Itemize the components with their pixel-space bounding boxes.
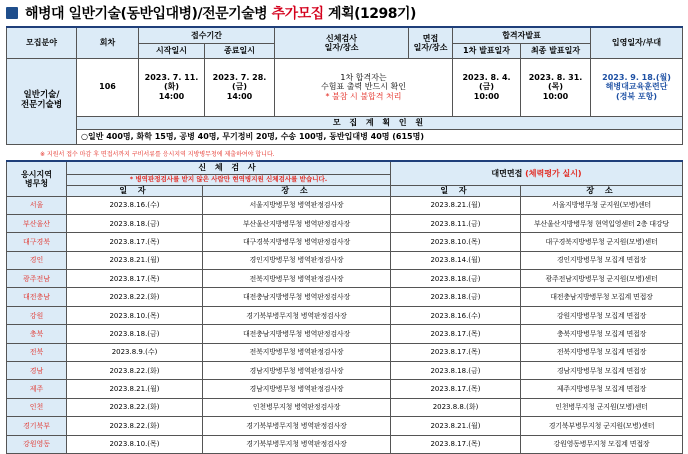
interview-place-cell: 경남지방병무청 모집계 면접장 bbox=[521, 362, 683, 380]
header-physical: 신체검사 일자/장소 bbox=[275, 27, 409, 58]
interview-place-cell: 인천병무지청 군지원(모병)센터 bbox=[521, 398, 683, 416]
physical-date-cell: 2023.8.18.(금) bbox=[67, 214, 203, 232]
region-cell: 인천 bbox=[7, 398, 67, 416]
table-row bbox=[7, 362, 683, 380]
table-row bbox=[7, 343, 683, 361]
plan-title: 모 집 계 획 인 원 bbox=[77, 116, 683, 129]
interview-date-cell: 2023.8.18.(금) bbox=[391, 362, 521, 380]
header-interview: 면접 일자/장소 bbox=[409, 27, 453, 58]
physical-place-cell: 경기북부병무지청 병역판정검사장 bbox=[203, 435, 391, 453]
header-result-first: 1차 발표일자 bbox=[453, 43, 521, 58]
physical-place-cell: 전북지방병무청 병역판정검사장 bbox=[203, 270, 391, 288]
end-cell: 2023. 7. 28.(금) 14:00 bbox=[205, 58, 275, 116]
interview-place-cell: 전북지방병무청 모집계 면접장 bbox=[521, 343, 683, 361]
interview-place-cell: 충북지방병무청 모집계 면접장 bbox=[521, 325, 683, 343]
interview-date-cell: 2023.8.10.(목) bbox=[391, 233, 521, 251]
interview-date-cell: 2023.8.17.(목) bbox=[391, 380, 521, 398]
interview-date-cell: 2023.8.17.(목) bbox=[391, 343, 521, 361]
region-cell: 경남 bbox=[7, 362, 67, 380]
physical-place-cell: 대전충남지방병무청 병역판정검사장 bbox=[203, 288, 391, 306]
region-cell: 광주전남 bbox=[7, 270, 67, 288]
interview-place-cell: 대구경북지방병무청 군지원(모병)센터 bbox=[521, 233, 683, 251]
interview-date-cell: 2023.8.18.(금) bbox=[391, 288, 521, 306]
table-row bbox=[7, 306, 683, 324]
region-cell: 경인 bbox=[7, 251, 67, 269]
header-interview-exam: 대면면접 (체력평가 실시) bbox=[391, 161, 683, 185]
physical-date-cell: 2023.8.10.(목) bbox=[67, 306, 203, 324]
physical-date-cell: 2023.8.22.(화) bbox=[67, 288, 203, 306]
exam-table bbox=[6, 160, 683, 454]
region-cell: 강원영동 bbox=[7, 435, 67, 453]
interview-place-cell: 서울지방병무청 군지원(모병)센터 bbox=[521, 196, 683, 214]
physical-warning: * 불참 시 불합격 처리 bbox=[325, 91, 402, 101]
table-row bbox=[7, 196, 683, 214]
physical-note: 1차 합격자는 수험표 출력 반드시 확인 bbox=[321, 73, 406, 92]
physical-place-cell: 경인지방병무청 병역판정검사장 bbox=[203, 251, 391, 269]
physical-date-cell: 2023.8.21.(월) bbox=[67, 380, 203, 398]
header-period: 접수기간 bbox=[139, 27, 275, 43]
physical-place-cell: 서울지방병무청 병역판정검사장 bbox=[203, 196, 391, 214]
table-row bbox=[7, 214, 683, 232]
region-cell: 전북 bbox=[7, 343, 67, 361]
region-cell: 제주 bbox=[7, 380, 67, 398]
submission-note: ※ 지원서 접수 마감 후 면접서까지 구비서류를 응시지역 지방병무청에 제출하여야 합니다. bbox=[40, 151, 275, 158]
table-row bbox=[7, 270, 683, 288]
physical-date-cell: 2023.8.18.(금) bbox=[67, 325, 203, 343]
interview-date-cell: 2023.8.18.(금) bbox=[391, 270, 521, 288]
table-row bbox=[7, 380, 683, 398]
header-period-end: 종료일시 bbox=[205, 43, 275, 58]
round-cell: 106 bbox=[77, 58, 139, 116]
interview-place-cell: 강원영동병무지청 모집계 면접장 bbox=[521, 435, 683, 453]
interview-date-cell: 2023.8.17.(목) bbox=[391, 325, 521, 343]
interview-place-cell: 대전충남지방병무청 모집계 면접장 bbox=[521, 288, 683, 306]
interview-date-cell: 2023.8.16.(수) bbox=[391, 306, 521, 324]
physical-date-cell: 2023.8.17.(목) bbox=[67, 233, 203, 251]
physical-place-cell: 경기북부병무지청 병역판정검사장 bbox=[203, 417, 391, 435]
final-result-cell: 2023. 8. 31.(목) 10:00 bbox=[521, 58, 591, 116]
region-cell: 충북 bbox=[7, 325, 67, 343]
physical-interview-cell bbox=[275, 58, 453, 116]
enlist-cell: 2023. 9. 18.(월) 해병대교육훈련단 (경북 포항) bbox=[591, 58, 683, 116]
physical-place-cell: 경남지방병무청 병역판정검사장 bbox=[203, 380, 391, 398]
schedule-table bbox=[6, 26, 683, 145]
physical-place-cell: 부산울산지방병무청 병역판정검사장 bbox=[203, 214, 391, 232]
interview-place-cell: 경인지방병무청 모집계 면접장 bbox=[521, 251, 683, 269]
table-row bbox=[7, 417, 683, 435]
physical-place-cell: 대전충남지방병무청 병역판정검사장 bbox=[203, 325, 391, 343]
header-round: 회차 bbox=[77, 27, 139, 58]
physical-date-cell: 2023.8.22.(화) bbox=[67, 417, 203, 435]
page-title bbox=[6, 4, 416, 22]
interview-date-cell: 2023.8.21.(월) bbox=[391, 417, 521, 435]
region-cell: 대구경북 bbox=[7, 233, 67, 251]
table-row bbox=[7, 251, 683, 269]
interview-date-cell: 2023.8.17.(목) bbox=[391, 435, 521, 453]
header-physical-date: 일 자 bbox=[67, 185, 203, 196]
exam-rows bbox=[7, 196, 683, 453]
interview-date-cell: 2023.8.21.(월) bbox=[391, 196, 521, 214]
interview-date-cell: 2023.8.11.(금) bbox=[391, 214, 521, 232]
table-row bbox=[7, 288, 683, 306]
physical-place-cell: 경기북부병무지청 병역판정검사장 bbox=[203, 306, 391, 324]
physical-date-cell: 2023.8.16.(수) bbox=[67, 196, 203, 214]
header-interview-place: 장 소 bbox=[521, 185, 683, 196]
title-text: 해병대 일반기술(동반입대병)/전문기술병 추가모집 계획(1298기) bbox=[25, 6, 416, 22]
physical-date-cell: 2023.8.22.(화) bbox=[67, 362, 203, 380]
first-result-cell: 2023. 8. 4.(금) 10:00 bbox=[453, 58, 521, 116]
interview-date-cell: 2023.8.8.(화) bbox=[391, 398, 521, 416]
physical-place-cell: 전북지방병무청 병역판정검사장 bbox=[203, 343, 391, 361]
physical-date-cell: 2023.8.9.(수) bbox=[67, 343, 203, 361]
physical-place-cell: 경남지방병무청 병역판정검사장 bbox=[203, 362, 391, 380]
physical-place-cell: 대구경북지방병무청 병역판정검사장 bbox=[203, 233, 391, 251]
field-cell: 일반기술/ 전문기술병 bbox=[7, 58, 77, 144]
interview-place-cell: 제주지방병무청 모집계 면접장 bbox=[521, 380, 683, 398]
header-physical-note: * 병역판정검사를 받지 않은 사람만 현역병지원 신체검사를 받습니다. bbox=[67, 174, 391, 185]
interview-place-cell: 강원지방병무청 모집계 면접장 bbox=[521, 306, 683, 324]
physical-place-cell: 인천병무지청 병역판정검사장 bbox=[203, 398, 391, 416]
header-enlist: 입영일자/부대 bbox=[591, 27, 683, 58]
table-row bbox=[7, 398, 683, 416]
header-interview-date: 일 자 bbox=[391, 185, 521, 196]
table-row bbox=[7, 435, 683, 453]
header-result-final: 최종 발표일자 bbox=[521, 43, 591, 58]
header-period-start: 시작일시 bbox=[139, 43, 205, 58]
region-cell: 대전충남 bbox=[7, 288, 67, 306]
physical-date-cell: 2023.8.17.(목) bbox=[67, 270, 203, 288]
interview-date-cell: 2023.8.14.(월) bbox=[391, 251, 521, 269]
plan-detail: ○일반 400명, 화학 15명, 공병 40명, 무기정비 20명, 수송 100명, 동반입대병 40명 (615명) bbox=[77, 129, 683, 144]
header-region: 응시지역 병무청 bbox=[7, 161, 67, 196]
header-field: 모집분야 bbox=[7, 27, 77, 58]
region-cell: 경기북부 bbox=[7, 417, 67, 435]
interview-place-cell: 광주전남지방병무청 군지원(모병)센터 bbox=[521, 270, 683, 288]
interview-place-cell: 경기북부병무지청 군지원(모병)센터 bbox=[521, 417, 683, 435]
header-physical-place: 장 소 bbox=[203, 185, 391, 196]
title-bullet-icon bbox=[6, 7, 18, 19]
start-cell: 2023. 7. 11.(화) 14:00 bbox=[139, 58, 205, 116]
table-row bbox=[7, 233, 683, 251]
table-row bbox=[7, 325, 683, 343]
header-physical-exam: 신 체 검 사 bbox=[67, 161, 391, 174]
header-result: 합격자발표 bbox=[453, 27, 591, 43]
region-cell: 부산울산 bbox=[7, 214, 67, 232]
physical-date-cell: 2023.8.22.(화) bbox=[67, 398, 203, 416]
region-cell: 강원 bbox=[7, 306, 67, 324]
interview-place-cell: 부산울산지방병무청 현역입영센터 2층 대강당 bbox=[521, 214, 683, 232]
region-cell: 서울 bbox=[7, 196, 67, 214]
physical-date-cell: 2023.8.10.(목) bbox=[67, 435, 203, 453]
physical-date-cell: 2023.8.21.(월) bbox=[67, 251, 203, 269]
